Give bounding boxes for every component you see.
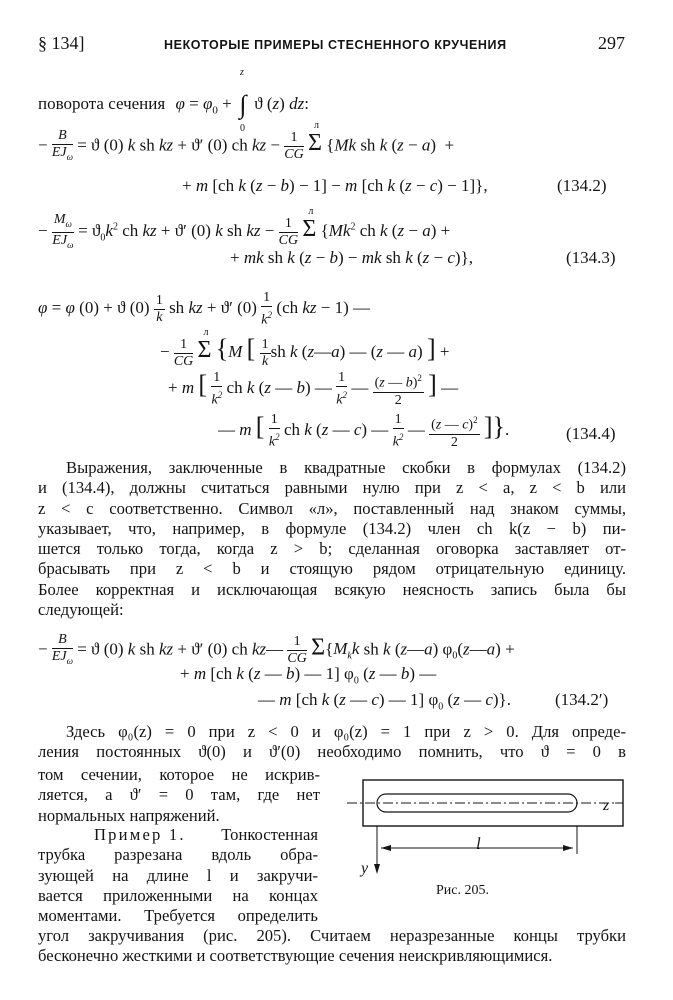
text-line: вается приложенными на концах bbox=[38, 885, 318, 905]
text-line: и (134.4), должны считаться равными нулю при z < a, z < b или bbox=[38, 478, 626, 498]
dimension-label-l: l bbox=[476, 834, 481, 853]
text-line: Здесь φ₀(z) = 0 при z < 0 и φ₀(z) = 1 при z > 0. Для опреде- bbox=[66, 722, 626, 741]
text-line: шется только тогда, когда z > b; сделанная оговорка заставляет от- bbox=[38, 539, 626, 559]
text-line: моментами. Требуется определить bbox=[38, 906, 318, 926]
paragraph-constants bbox=[38, 722, 626, 763]
text-line: ления постоянных ϑ(0) и ϑ′(0) необходимо помнить, что ϑ = 0 в bbox=[38, 742, 626, 762]
text-line: зующей на длине l и закручи- bbox=[38, 865, 318, 885]
equation-134-4-line4: — m [ $\frac{1}{k^2}$ ch k (z — c) — $\frac{1}{k^2}$ — $\frac{(z — c)^2}{2}$ ]}. bbox=[218, 412, 510, 450]
page-number: 297 bbox=[598, 33, 625, 53]
section-marker: § 134] bbox=[38, 33, 85, 53]
text-line: том сечении, которое не искрив- bbox=[38, 765, 320, 784]
text-line: угол закручивания (рис. 205). Считаем неразрезанные концы трубки bbox=[38, 926, 626, 945]
equation-134-2p-line1: − B $EJ_\omega$ = ϑ (0) k sh kz + ϑ′ (0) ch kz— $\frac{1}{CG}$ $\Sigma\{M_kk$ sh k (z—a) $\varphi_0(z—a)$ + bbox=[38, 632, 515, 666]
dimension-arrow-left bbox=[381, 845, 391, 851]
equation-134-2-line1: − B $EJ_\omega$ = ϑ (0) k sh kz + ϑ′ (0) ch kz − $\frac{1}{CG}$ Σ л {Mk sh k (z − a) + bbox=[38, 120, 455, 162]
equation-number-134-2: (134.2) bbox=[557, 176, 607, 195]
example-1-continued bbox=[38, 926, 626, 967]
y-arrow bbox=[374, 864, 380, 874]
equation-134-2-line2: + m [ch k (z − b) − 1] − m [ch k (z − c) − 1]}, bbox=[182, 176, 488, 195]
equation-134-4-line2: − $\frac{1}{CG}$ Σ л {M [ $\frac{1}{k}$ sh k (z—a) — (z — a) ] + bbox=[160, 327, 450, 369]
example-1 bbox=[38, 825, 318, 926]
intro-line: поворота сечения $\varphi = \varphi_0$ + z ∫ 0 ϑ (z) dz: bbox=[38, 67, 309, 134]
axis-label-y: y bbox=[361, 860, 369, 877]
equation-134-2p-line3: — m [ch k (z — c) — 1] $\varphi_0$ (z — c)}. bbox=[258, 690, 511, 713]
example-first-line bbox=[38, 825, 318, 845]
paragraph-constants-cont bbox=[38, 765, 320, 826]
text-line: указывает, что, например, в формуле (134.2) член ch k(z − b) пи- bbox=[38, 518, 626, 538]
equation-number-134-3: (134.3) bbox=[566, 248, 616, 267]
text-line: Более корректная и исключающая всякую неясность запись была бы bbox=[38, 579, 626, 599]
text-line: брасывать при z < b и стоящую рядом отрицательную единицу. bbox=[38, 559, 626, 579]
equation-134-3-line2: + mk sh k (z − b) − mk sh k (z − c)}, bbox=[230, 248, 473, 267]
text-line: ляется, а ϑ′ = 0 там, где нет bbox=[38, 785, 320, 805]
intro-text: поворота сечения bbox=[38, 94, 166, 113]
text-line: трубка разрезана вдоль обра- bbox=[38, 845, 318, 865]
equation-134-2p-line2: + m [ch k (z — b) — 1] $\varphi_0$ (z — b) — bbox=[180, 664, 437, 687]
equation-134-4-line3: + m [ $\frac{1}{k^2}$ ch k (z — b) — $\frac{1}{k^2}$ — $\frac{(z — b)^2}{2}$ ] — bbox=[168, 370, 459, 408]
equation-134-4-line1: φ = φ (0) + ϑ (0) $\frac{1}{k}$ sh kz + ϑ′ (0) $\frac{1}{k^2}$ (ch kz − 1) — bbox=[38, 290, 371, 328]
text-line: следующей: bbox=[38, 600, 124, 620]
text-line: Выражения, заключенные в квадратные скобки в формулах (134.2) bbox=[66, 458, 626, 477]
dimension-arrow-right bbox=[563, 845, 573, 851]
figure-caption: Рис. 205. bbox=[436, 883, 489, 898]
example-label: Пример 1. bbox=[94, 825, 186, 844]
text-line: Тонкостенная bbox=[221, 825, 318, 844]
figure-205-tube-diagram bbox=[345, 770, 635, 890]
text-line: z < c соответственно. Символ «л», поставленный над знаком суммы, bbox=[38, 498, 626, 518]
equation-number-134-2p: (134.2′) bbox=[555, 690, 609, 709]
equation-number-134-4: (134.4) bbox=[566, 424, 616, 443]
text-line: нормальных напряжений. bbox=[38, 805, 220, 825]
axis-label-z: z bbox=[603, 797, 610, 814]
running-title: НЕКОТОРЫЕ ПРИМЕРЫ СТЕСНЕННОГО КРУЧЕНИЯ bbox=[164, 38, 507, 52]
paragraph-explanation bbox=[38, 458, 626, 620]
equation-134-3-line1: − $M_\omega$ $EJ_\omega$ = $ϑ_0k^2$ ch kz + ϑ′ (0) k sh kz − $\frac{1}{CG}$ Σ л {Mk$^2$ ch k (z − a) + bbox=[38, 206, 451, 250]
text-line: бесконечно жесткими и соответствующие сечения неискривляющимися. bbox=[38, 946, 553, 966]
